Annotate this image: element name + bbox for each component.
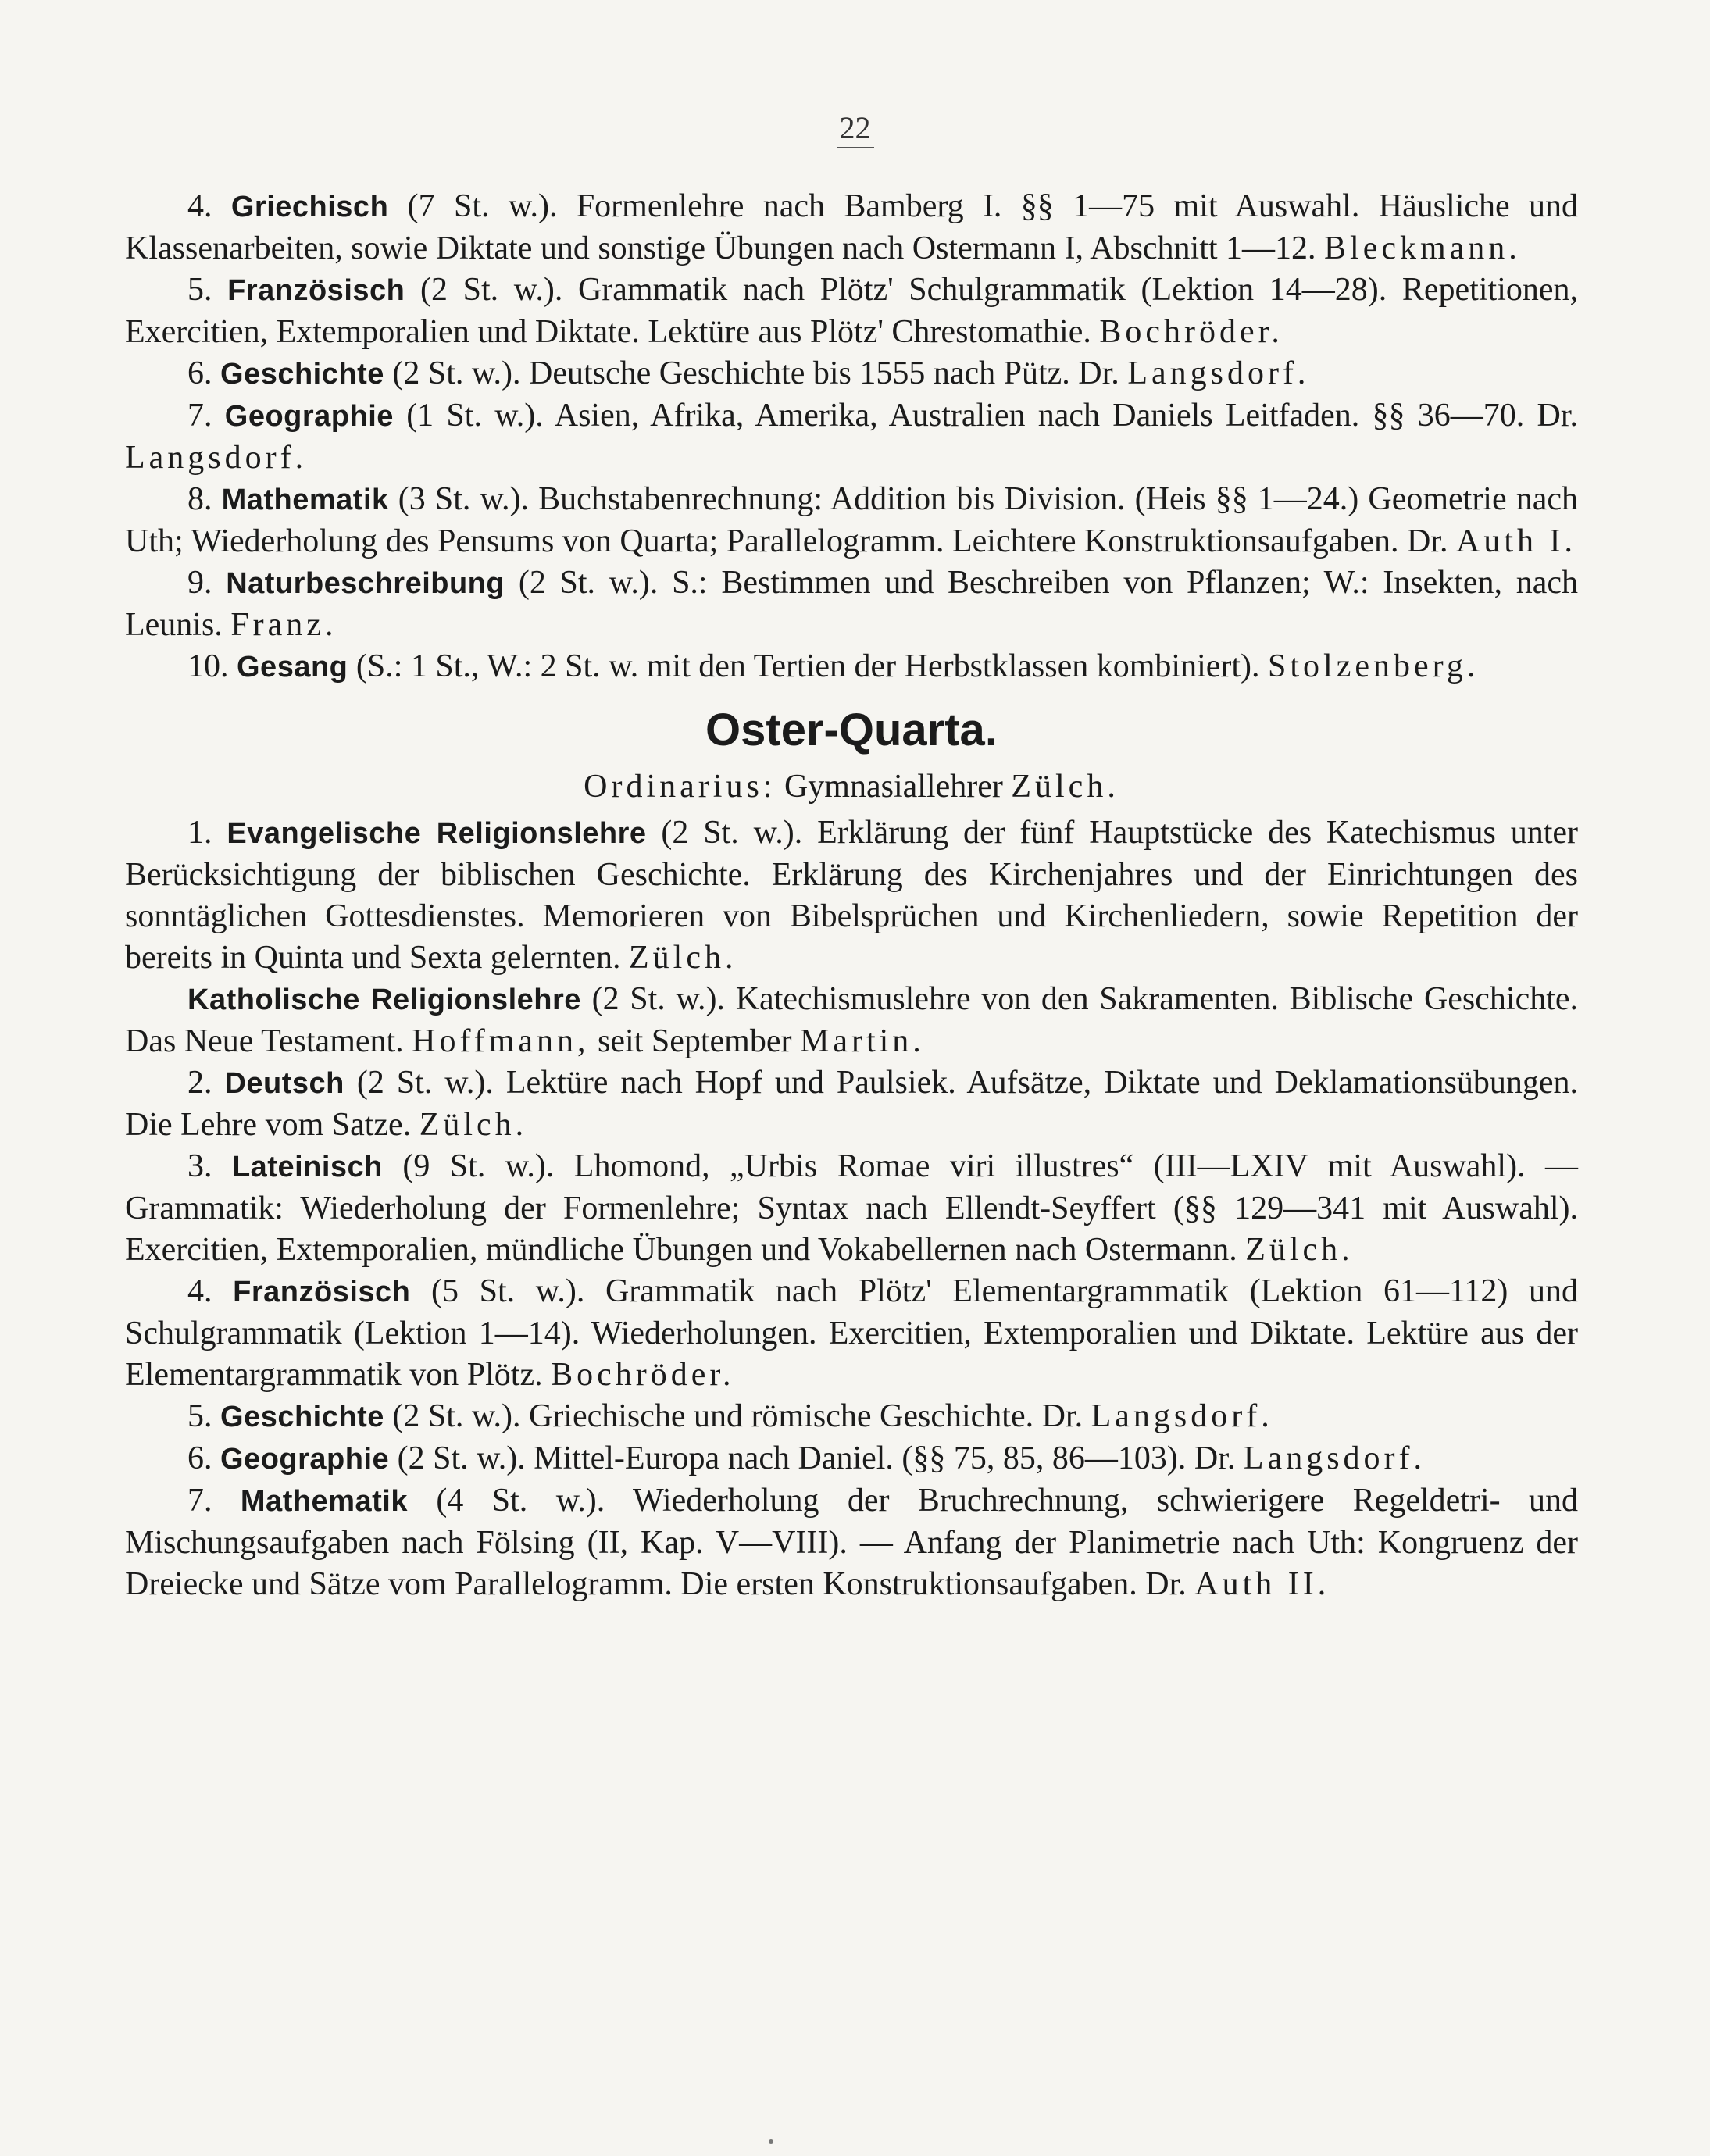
subject-hours: (9 St. w.). — [402, 1148, 555, 1184]
subject-hours: (2 St. w.). — [661, 815, 803, 851]
teacher-name: Hoffmann, — [412, 1023, 590, 1059]
subject-paragraph — [125, 395, 1578, 479]
teacher-name: Franz. — [230, 607, 337, 643]
subject-name: Geschichte — [220, 1401, 384, 1433]
subject-name: Mathematik — [221, 484, 389, 516]
subject-paragraph — [125, 1396, 1578, 1438]
teacher-name: Bochröder. — [1099, 314, 1283, 350]
subject-hours: (2 St. w.). — [392, 355, 521, 391]
subject-hours: (S.: 1 St., W.: 2 St. w. — [355, 648, 639, 684]
subject-hours: (2 St. w.). — [392, 1398, 521, 1434]
subject-hours: (1 St. w.). — [406, 398, 544, 434]
teacher-name: Stolzenberg. — [1268, 648, 1480, 684]
ordinarius-title: Gymnasiallehrer — [784, 769, 1003, 805]
teacher-name: Langsdorf. — [125, 440, 308, 476]
teacher-name: Langsdorf. — [1127, 355, 1310, 391]
teacher-name-second: Martin. — [799, 1023, 925, 1059]
subject-description: mit den Tertien der Herbstklassen kombiniert). — [646, 648, 1260, 684]
subject-number: 9. — [187, 565, 212, 601]
class-heading: Oster-Quarta. — [705, 705, 998, 755]
subject-paragraph — [125, 353, 1578, 395]
subject-paragraph — [125, 479, 1578, 562]
section-oster-quarta-subjects — [125, 812, 1578, 1605]
subject-name: Griechisch — [230, 191, 389, 223]
subject-hours: (3 St. w.). — [398, 481, 530, 517]
ordinarius-label: Ordinarius: — [584, 769, 776, 805]
subject-paragraph — [125, 1271, 1578, 1396]
subject-description: Asien, Afrika, Amerika, Australien nach Daniels Leitfaden. §§ 36—70. Dr. — [554, 398, 1579, 434]
teacher-name: Zülch. — [629, 940, 737, 976]
subject-description: Lhomond, „Urbis Romae viri illustres“ (III—LXIV mit Auswahl). — Grammatik: Wiederholung der Formenlehre; Syntax nach Ellendt-Seyffert (§§ 129—341 mit Auswahl). Exercitien, Extemporalien, mündliche Übungen und Vokabellernen nach Ostermann. — [125, 1148, 1579, 1268]
subject-description-continued: seit September — [598, 1023, 792, 1059]
ordinarius-name: Zülch. — [1011, 769, 1119, 805]
subject-number: 8. — [187, 481, 212, 517]
page-content — [125, 186, 1578, 1605]
subject-description: Mittel-Europa nach Daniel. (§§ 75, 85, 86—103). Dr. — [534, 1440, 1236, 1476]
subject-name: Gesang — [237, 651, 348, 684]
printing-speck — [769, 2139, 773, 2144]
teacher-name: Bochröder. — [551, 1357, 735, 1393]
subject-description: Griechische und römische Geschichte. Dr. — [528, 1398, 1083, 1434]
page-number: 22 — [0, 109, 1710, 146]
subject-number: 10. — [187, 648, 229, 684]
subject-number: 4. — [187, 1273, 212, 1309]
subject-hours: (2 St. w.). — [356, 1065, 494, 1101]
subject-hours: (2 St. w.). — [591, 981, 726, 1017]
subject-name: Deutsch — [224, 1067, 344, 1100]
subject-paragraph — [125, 186, 1578, 270]
subject-hours: (2 St. w.). — [397, 1440, 526, 1476]
subject-hours: (4 St. w.). — [436, 1483, 605, 1519]
subject-name: Französisch — [227, 274, 405, 307]
subject-hours: (2 St. w.). — [518, 565, 659, 601]
subject-name: Geschichte — [220, 358, 384, 391]
subject-paragraph — [125, 812, 1578, 979]
teacher-name: Bleckmann. — [1324, 230, 1521, 266]
subject-description: Grammatik nach Plötz' Schulgrammatik (Lektion 14—28). Repetitionen, Exercitien, Extemporalien und Diktate. Lektüre aus Plötz' Chrestomathie. — [125, 272, 1579, 350]
subject-number: 4. — [187, 188, 212, 224]
subject-hours: (5 St. w.). — [430, 1273, 585, 1309]
subject-description: Deutsche Geschichte bis 1555 nach Pütz. Dr. — [528, 355, 1119, 391]
teacher-name: Auth I. — [1455, 523, 1576, 559]
subject-name: Geographie — [224, 400, 394, 433]
subject-description: S.: Bestimmen und Beschreiben von Pflanzen; W.: Insekten, nach Leunis. — [125, 565, 1579, 643]
subject-hours: (7 St. w.). — [407, 188, 558, 224]
section-untertertia-subjects — [125, 186, 1578, 688]
subject-paragraph — [125, 1480, 1578, 1605]
subject-paragraph — [125, 1146, 1578, 1271]
subject-number: 3. — [187, 1148, 212, 1184]
subject-number: 6. — [187, 1440, 212, 1476]
ordinarius-line — [125, 766, 1578, 808]
subject-description: Formenlehre nach Bamberg I. §§ 1—75 mit Auswahl. Häusliche und Klassenarbeiten, sowie Diktate und sonstige Übungen nach Ostermann I, Abschnitt 1—12. — [125, 188, 1578, 266]
subject-description: Wiederholung der Bruchrechnung, schwierigere Regeldetri- und Mischungsaufgaben nach Fölsing (II, Kap. V—VIII). — Anfang der Planimetrie nach Uth: Kongruenz der Dreiecke und Sätze vom Parallelogramm. Die ersten Konstruktionsaufgaben. Dr. — [125, 1483, 1579, 1602]
subject-paragraph — [125, 646, 1578, 688]
teacher-name: Zülch. — [1245, 1232, 1354, 1268]
subject-number: 5. — [187, 1398, 212, 1434]
subject-number: 7. — [187, 1483, 212, 1519]
subject-number: 6. — [187, 355, 212, 391]
subject-name: Naturbeschreibung — [226, 567, 505, 600]
subject-name: Mathematik — [240, 1485, 408, 1518]
subject-number: 5. — [187, 272, 212, 308]
subject-description: Katechismuslehre von den Sakramenten. Biblische Geschichte. Das Neue Testament. — [125, 981, 1579, 1059]
teacher-name: Zülch. — [419, 1107, 528, 1143]
subject-paragraph — [125, 270, 1578, 353]
subject-paragraph — [125, 562, 1578, 646]
subject-number: 2. — [187, 1065, 212, 1101]
subject-name: Evangelische Religionslehre — [227, 817, 647, 850]
subject-description: Lektüre nach Hopf und Paulsiek. Aufsätze, Diktate und Deklamationsübungen. Die Lehre vom Satze. — [125, 1065, 1579, 1143]
subject-number: 1. — [187, 815, 212, 851]
subject-name: Geographie — [220, 1443, 390, 1476]
teacher-name: Langsdorf. — [1243, 1440, 1426, 1476]
teacher-name: Auth II. — [1194, 1566, 1330, 1602]
subject-description: Buchstabenrechnung: Addition bis Division. (Heis §§ 1—24.) Geometrie nach Uth; Wiederholung des Pensums von Quarta; Parallelogramm. Leichtere Konstruktionsaufgaben. Dr. — [125, 481, 1578, 559]
subject-hours: (2 St. w.). — [419, 272, 563, 308]
subject-paragraph — [125, 1062, 1578, 1146]
subject-number: 7. — [187, 398, 212, 434]
subject-name: Lateinisch — [231, 1151, 383, 1183]
subject-paragraph — [125, 1438, 1578, 1480]
teacher-name: Langsdorf. — [1091, 1398, 1273, 1434]
subject-name: Katholische Religionslehre — [187, 983, 581, 1016]
subject-name: Französisch — [233, 1276, 411, 1308]
subject-description: Grammatik nach Plötz' Elementargrammatik (Lektion 61—112) und Schulgrammatik (Lektion 1—14). Wiederholungen. Exercitien, Extemporalien und Diktate. Lektüre aus der Elementargrammatik von Plötz. — [125, 1273, 1578, 1393]
subject-paragraph — [125, 979, 1578, 1062]
subject-description: Erklärung der fünf Hauptstücke des Katechismus unter Berücksichtigung der biblischen Geschichte. Erklärung des Kirchenjahres und der Einrichtungen des sonntäglichen Gottesdienstes. Memorieren von Bibelsprüchen und Kirchenliedern, sowie Repetition der bereits in Quinta und Sexta gelernten. — [125, 815, 1579, 976]
